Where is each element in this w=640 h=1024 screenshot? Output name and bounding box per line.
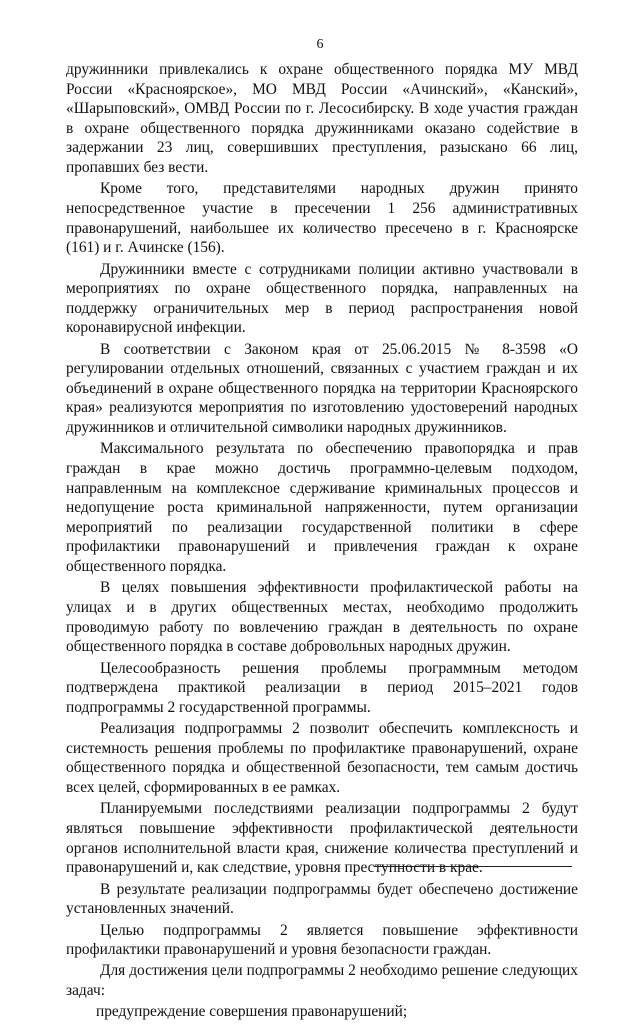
paragraph-3: Дружинники вместе с сотрудниками полиции активно участвовали в мероприятиях по охране общественного порядка, направленных на поддержку ограничительных мер в период распространения новой коронавирусной инфекции.: [66, 260, 578, 337]
paragraph-5: Максимального результата по обеспечению правопорядка и прав граждан в крае можно достичь программно-целевым подходом, направленным на комплексное сдерживание криминальных процессов и недопущение роста криминальной напряженности, путем организации мероприятий по реализации государственной политики в сфере профилактики правонарушений и привлечения граждан к охране общественного порядка.: [66, 440, 578, 576]
paragraph-1: дружинники привлекались к охране общественного порядка МУ МВД России «Красноярское», МО МВД России «Ачинский», «Канский», «Шарыповский», ОМВД России по г. Лесосибирску. В ходе участия граждан в охране общественного порядка дружинниками оказано содействие в задержании 23 лиц, совершивших преступления, разыскано 66 лиц, пропавших без вести.: [66, 61, 578, 176]
document-body: [66, 60, 578, 1024]
paragraph-2: Кроме того, представителями народных дружин принято непосредственное участие в пресечении 1 256 административных правонарушений, наибольшее их количество пресечено в г. Красноярске (161) и г. Ачинске (156).: [66, 180, 578, 257]
paragraph-6: В целях повышения эффективности профилактической работы на улицах и в других общественных местах, необходимо продолжить проводимую работу по вовлечению граждан в деятельность по охране общественного порядка в составе добровольных народных дружин.: [66, 579, 578, 656]
paragraph-10: В результате реализации подпрограммы будет обеспечено достижение установленных значений.: [66, 880, 578, 918]
paragraph-7: Целесообразность решения проблемы программным методом подтверждена практикой реализации в период 2015–2021 годов подпрограммы 2 государственной программы.: [66, 659, 578, 716]
paragraph-11: Целью подпрограммы 2 является повышение эффективности профилактики правонарушений и уровня безопасности граждан.: [66, 921, 578, 959]
paragraph-4: В соответствии с Законом края от 25.06.2015 № 8-3598 «О регулировании отдельных отношений, связанных с участием граждан и их объединений в охране общественного порядка на территории Красноярского края» реализуются мероприятия по изготовлению удостоверений народных дружинников и отличительной символики народных дружинников.: [66, 340, 578, 437]
footer-divider: [374, 866, 572, 867]
paragraph-13: предупреждение совершения правонарушений;: [96, 1003, 408, 1021]
page-number: 6: [316, 37, 324, 52]
paragraph-12: Для достижения цели подпрограммы 2 необходимо решение следующих задач:: [66, 962, 578, 1000]
paragraph-8: Реализация подпрограммы 2 позволит обеспечить комплексность и системность решения проблемы по профилактике правонарушений, охране общественного порядка и общественной безопасности, тем самым достичь всех целей, сформированных в ее рамках.: [66, 720, 578, 796]
paragraph-9: Планируемыми последствиями реализации подпрограммы 2 будут являться повышение эффективности профилактической деятельности органов исполнительной власти края, снижение количества преступлений и правонарушений и, как следствие, уровня преступности в крае.: [66, 800, 578, 877]
